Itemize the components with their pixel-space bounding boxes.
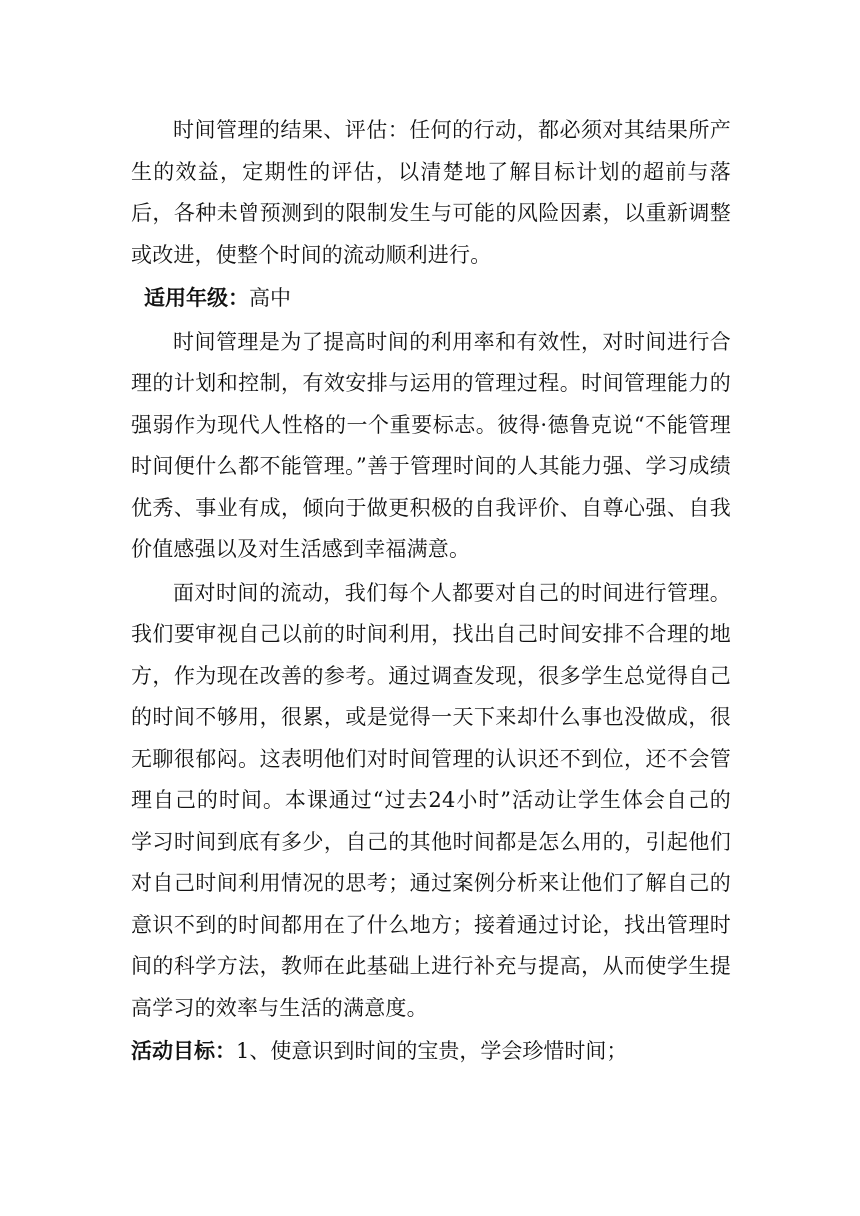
paragraph-course-rationale: 面对时间的流动，我们每个人都要对自己的时间进行管理。我们要审视自己以前的时间利用，找出自己时间安排不合理的地方，作为现在改善的参考。通过调查发现，很多学生总觉得自己的时间不够用，很累，或是觉得一天下来却什么事也没做成，很无聊很郁闷。这表明他们对时间管理的认识还不到位，还不会管理自己的时间。本课通过“过去24小时”活动让学生体会自己的学习时间到底有多少，自己的其他时间都是怎么用的，引起他们对自己时间利用情况的思考；通过案例分析来让他们了解自己的意识不到的时间都用在了什么地方；接着通过讨论，找出管理时间的科学方法，教师在此基础上进行补充与提高，从而使学生提高学习的效率与生活的满意度。	[131, 580, 731, 1020]
activity-goal-label: 活动目标：	[131, 1039, 236, 1063]
paragraph-time-management-definition: 时间管理是为了提高时间的利用率和有效性，对时间进行合理的计划和控制，有效安排与运用的管理过程。时间管理能力的强弱作为现代人性格的一个重要标志。彼得·德鲁克说“不能管理时间便什么都不能管理。”善于管理时间的人其能力强、学习成绩优秀、事业有成，倾向于做更积极的自我评价、自尊心强、自我价值感强以及对生活感到幸福满意。	[131, 329, 731, 561]
grade-line	[131, 278, 731, 320]
document-body	[131, 110, 731, 1073]
activity-goal-line	[131, 1031, 731, 1073]
grade-label: 适用年级：	[144, 286, 249, 310]
paragraph-time-evaluation: 时间管理的结果、评估：任何的行动，都必须对其结果所产生的效益，定期性的评估，以清楚地了解目标计划的超前与落后，各种未曾预测到的限制发生与可能的风险因素，以重新调整或改进，使整个时间的流动顺利进行。	[131, 118, 731, 267]
grade-value: 高中	[249, 286, 291, 310]
activity-goal-value: 1、使意识到时间的宝贵，学会珍惜时间；	[236, 1039, 628, 1063]
